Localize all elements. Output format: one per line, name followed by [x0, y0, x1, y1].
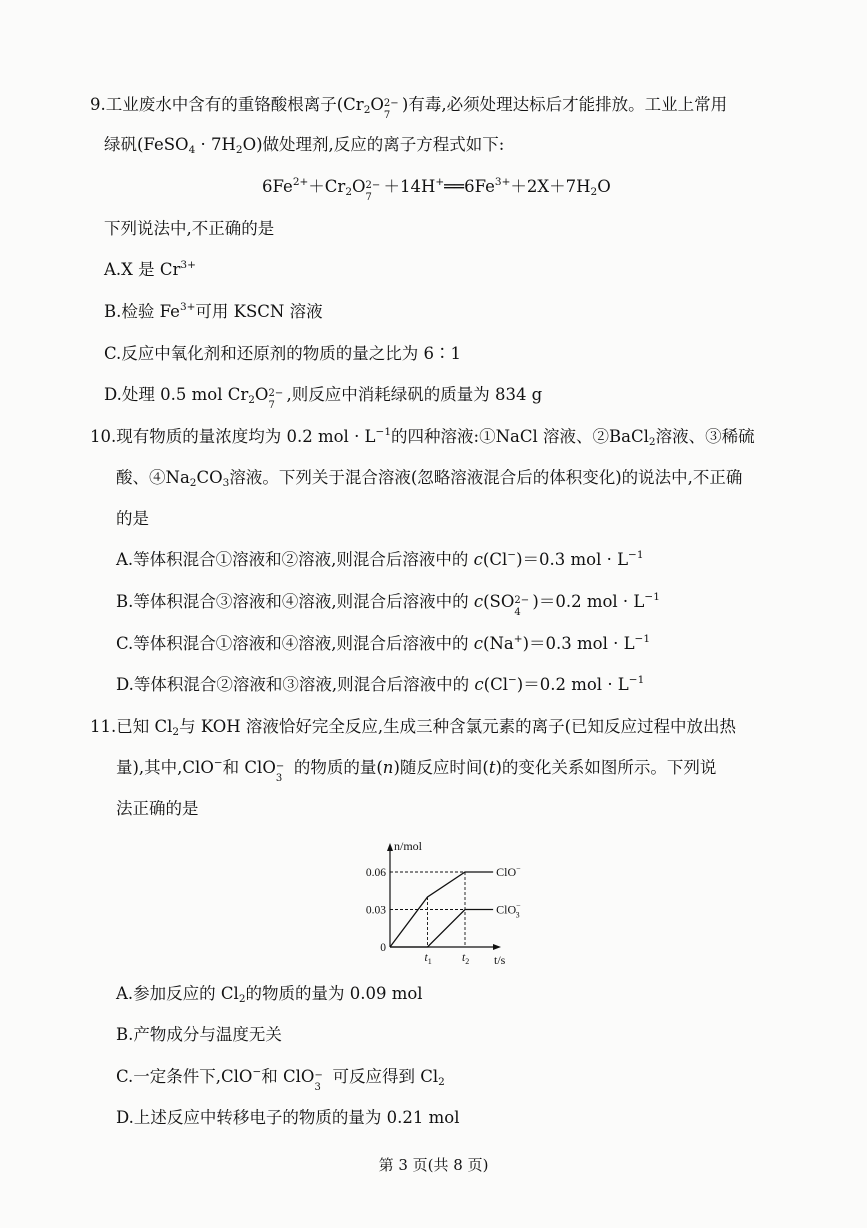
x-tick-label-1: $t_1$ [424, 952, 432, 966]
x-tick-label-2: $t_2$ [462, 952, 470, 966]
x-axis-arrow [493, 944, 501, 950]
y-tick-label-3: 0 [380, 942, 386, 954]
q10-option-b: B.等体积混合③溶液和④溶液,则混合后溶液中的 c(SO 2− 4 )＝0.2 mol · $L^{-1}$ [116, 591, 660, 618]
q9-option-a: A.X 是 $Cr^{3+}$ [104, 259, 196, 279]
graph-axes [387, 843, 501, 950]
q11-stem-line1: 11.已知 $Cl_2$与 KOH 溶液恰好完全反应,生成三种含氯元素的离子(已知反应过程中放出热 [90, 717, 737, 738]
q11-stem-line2: 量),其中,ClO−和 ClO − 3 的物质的量(n)随反应时间(t)的变化关系如图所示。下列说 [116, 757, 717, 784]
q11-option-d: D.上述反应中转移电子的物质的量为 0.21 mol [116, 1108, 460, 1127]
q11-option-b: B.产物成分与温度无关 [116, 1025, 282, 1044]
q10-stem-line3: 的是 [116, 509, 149, 528]
series-label-1: ClO− [496, 864, 521, 879]
q11-stem-line3: 法正确的是 [116, 799, 199, 818]
q10-option-a: A.等体积混合①溶液和②溶液,则混合后溶液中的 c(Cl−)＝0.3 mol · $L^{-1}$ [116, 549, 644, 569]
q9-option-b: B.检验 $Fe^{3+}$可用 KSCN 溶液 [104, 301, 323, 321]
series-label-2: ClO− 3 [496, 901, 521, 920]
y-axis-label: n/mol [394, 839, 423, 853]
y-tick-label-2: 0.03 [365, 904, 386, 917]
graph-dashed-guides [390, 872, 465, 947]
y-axis-arrow [387, 843, 393, 851]
q10-option-d: D.等体积混合②溶液和③溶液,则混合后溶液中的 c(Cl−)＝0.2 mol · $L^{-1}$ [116, 674, 645, 694]
n-vs-t-graph [358, 836, 521, 967]
q9-option-c: C.反应中氧化剂和还原剂的物质的量之比为 6∶1 [104, 344, 462, 363]
q10-stem-line1: 10.现有物质的量浓度均为 0.2 mol · $L^{-1}$的四种溶液:①NaCl 溶液、②BaCl$_2$溶液、③稀硫 [90, 426, 755, 448]
q10-option-c: C.等体积混合①溶液和④溶液,则混合后溶液中的 c(Na+)＝0.3 mol · $L^{-1}$ [116, 633, 651, 653]
q9-stem-line2: 绿矾(FeSO$_4$ · $7H_2O$)做处理剂,反应的离子方程式如下: [104, 135, 505, 156]
x-axis-label: t/s [494, 953, 506, 967]
y-tick-label-1: 0.06 [365, 867, 386, 879]
q9-question: 下列说法中,不正确的是 [104, 219, 275, 238]
series-line-2 [390, 910, 493, 948]
q9-stem-line1: 9.工业废水中含有的重铬酸根离子($Cr_2O$ 2− 7 )有毒,必须处理达标后才能排放。工业上常用 [90, 95, 728, 121]
q10-stem-line2: 酸、$④Na_2CO_3$溶液。下列关于混合溶液(忽略溶液混合后的体积变化)的说法中,不正确 [116, 468, 743, 489]
q11-option-a: A.参加反应的 $Cl_2$的物质的量为 0.09 mol [116, 984, 423, 1005]
page-footer: 第 3 页(共 8 页) [378, 1156, 489, 1174]
q11-option-c: C.一定条件下,ClO−和 ClO − 3 可反应得到 $Cl_2$ [116, 1066, 445, 1093]
q9-option-d: D.处理 0.5 mol $Cr_2O$ 2− 7 ,则反应中消耗绿矾的质量为 834 g [104, 385, 543, 411]
q9-equation: $6Fe^{2+}+Cr_2O$ 2− 7 $+14H^+══6Fe^{3+}+2X+7H_2O$ [262, 176, 611, 203]
